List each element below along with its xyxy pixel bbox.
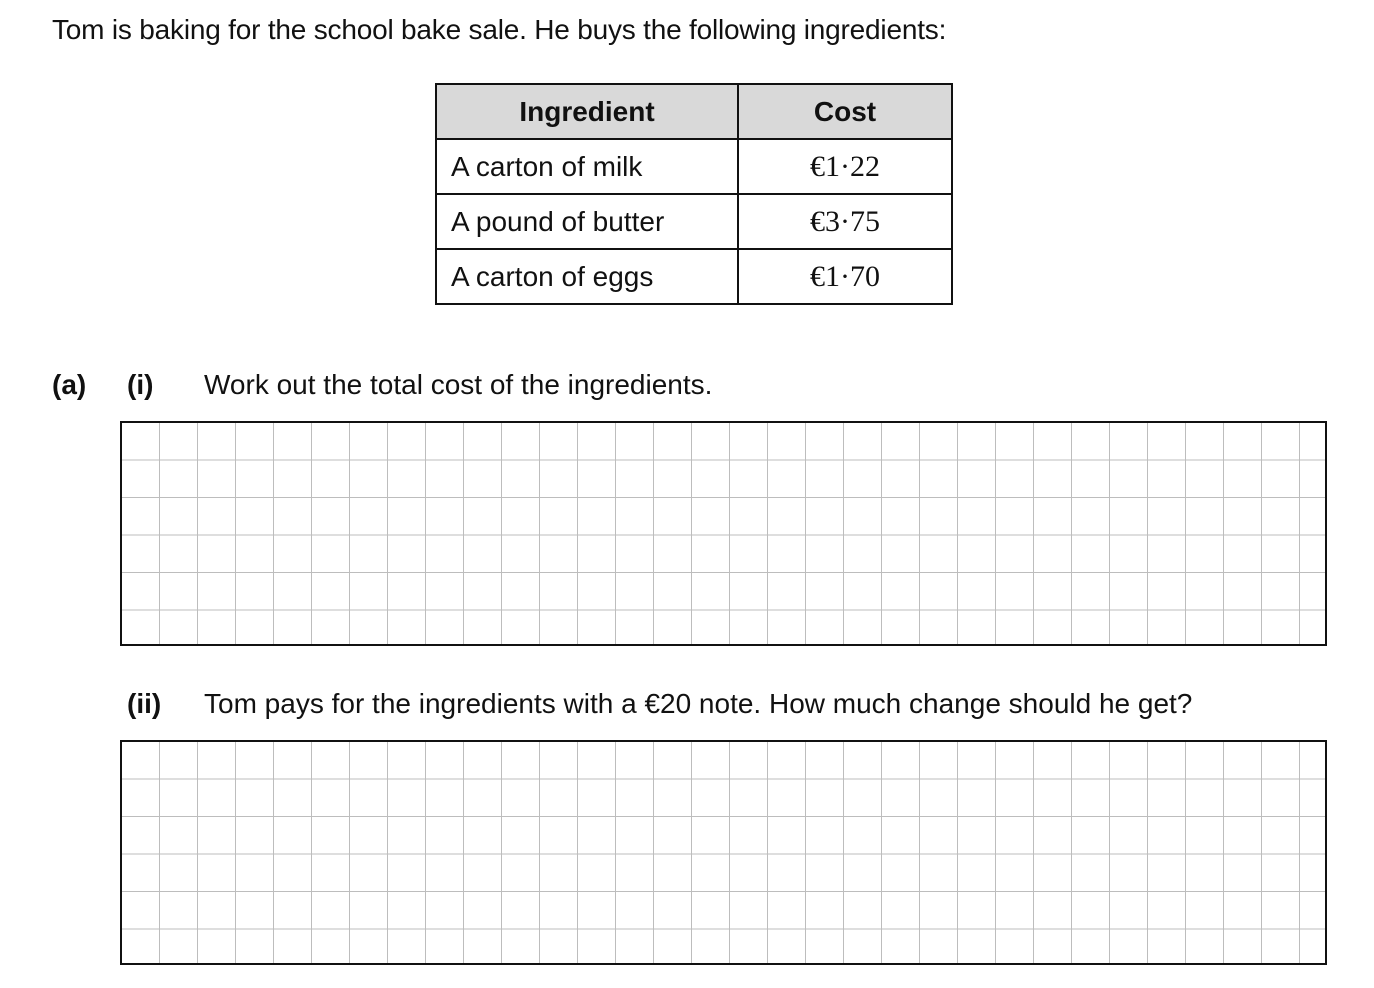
- table-header-row: [436, 84, 952, 139]
- ingredient-cell: A carton of milk: [436, 139, 738, 194]
- answer-box-a-i[interactable]: [120, 421, 1327, 646]
- cost-cell: €3·75: [738, 194, 952, 249]
- answer-box-a-ii[interactable]: [120, 740, 1327, 965]
- header-cost: Cost: [738, 84, 952, 139]
- table-row: [436, 139, 952, 194]
- ingredient-cell: A carton of eggs: [436, 249, 738, 304]
- ingredient-cell: A pound of butter: [436, 194, 738, 249]
- cost-cell: €1·22: [738, 139, 952, 194]
- table-row: [436, 249, 952, 304]
- cost-cell: €1·70: [738, 249, 952, 304]
- part-a-i-question: Work out the total cost of the ingredients.: [204, 369, 713, 400]
- ingredients-table: [435, 83, 953, 305]
- part-a-ii-question: Tom pays for the ingredients with a €20 note. How much change should he get?: [204, 688, 1193, 719]
- part-a-label: (a): [52, 369, 87, 400]
- table-row: [436, 194, 952, 249]
- part-a-ii-label: (ii): [127, 688, 162, 719]
- header-ingredient: Ingredient: [436, 84, 738, 139]
- question-intro: Tom is baking for the school bake sale. He buys the following ingredients:: [52, 14, 947, 45]
- part-a-i-label: (i): [127, 369, 154, 400]
